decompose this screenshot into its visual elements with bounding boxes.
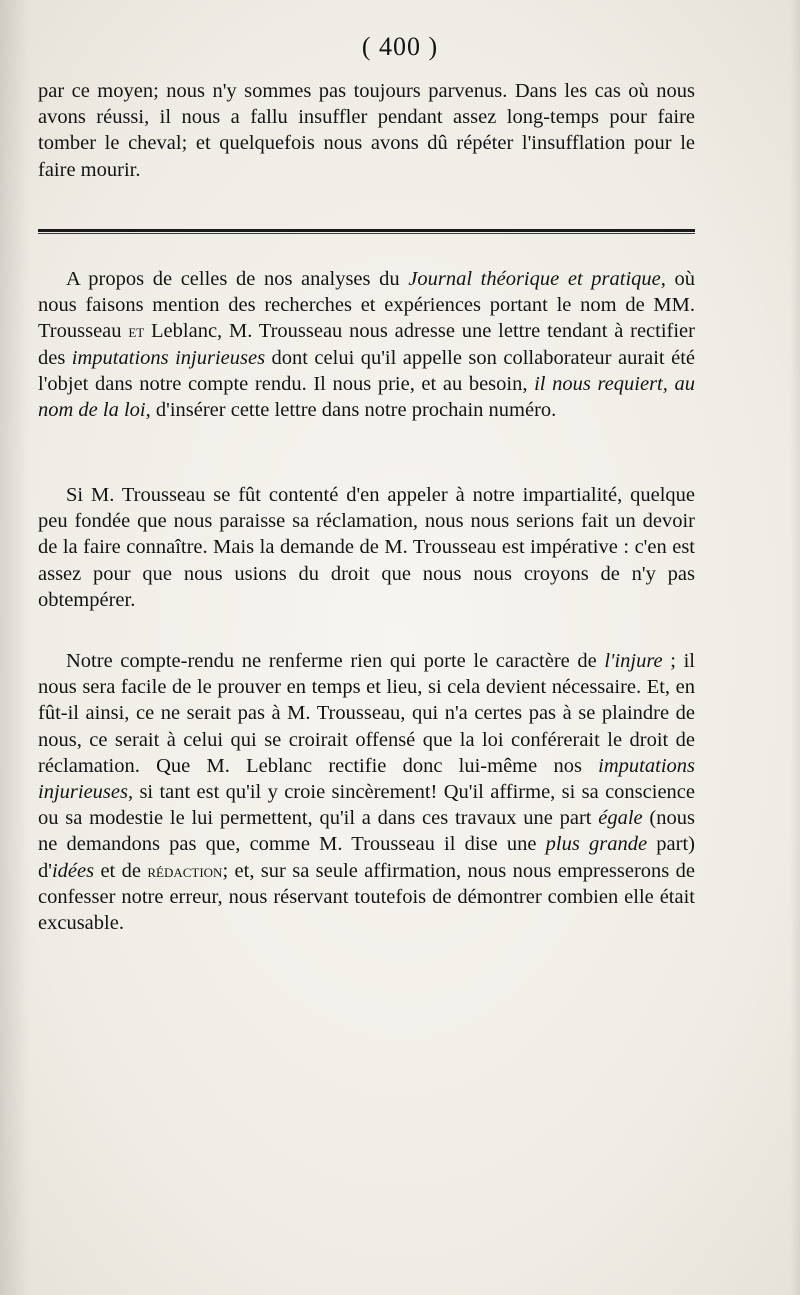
redaction-word: rédaction <box>147 860 223 881</box>
section-divider-thin <box>38 233 695 234</box>
injure-word: l'injure <box>604 650 663 672</box>
journal-title: Journal théorique et pratique <box>408 268 661 290</box>
conjunction-et: et <box>128 321 145 342</box>
requiert-phrase: il nous requiert, au nom de la loi, <box>38 372 695 422</box>
paragraph-3-text-g: ; et, sur sa seule affirmation, nous nous empresserons de confesser notre erreur, nous réservant toutefois de démontrer combien elle était excusable. <box>38 859 695 935</box>
paragraph-1-text-d: dont celui qu'il appelle son collaborateur aurait été l'objet dans notre compte rendu. Il nous prie, et au besoin, <box>38 346 695 395</box>
paragraph-1-text-b: , où nous faisons mention des recherches et expériences portant le nom de MM. Trousseau <box>38 268 695 343</box>
paragraph-1-text-a: A propos de celles de nos analyses du <box>66 268 409 290</box>
paragraph-3-text-c: , si tant est qu'il y croie sincèrement! Qu'il affirme, si sa conscience ou sa modestie le lui permettent, qu'il a dans ces travaux une part <box>38 781 695 830</box>
paragraph-1 <box>38 266 695 423</box>
idees-word: idées <box>51 859 95 882</box>
edge-shadow <box>790 0 800 1295</box>
egale-word: égale <box>598 807 643 830</box>
paragraph-2: Si M. Trousseau se fût contenté d'en appeler à notre impartialité, quelque peu fondée que nous paraisse sa réclamation, nous nous serions fait un devoir de la faire connaître. Mais la demande de M. Trousseau est impérative : c'en est assez pour que nous usions du droit que nous nous croyons de n'y pas obtempérer. <box>38 484 695 611</box>
imputations-phrase: imputations injurieuses <box>71 346 266 369</box>
paragraph-3-text-d: (nous ne demandons pas que, comme M. Trousseau il dise une <box>38 807 695 856</box>
section-divider <box>38 229 695 232</box>
paragraph-3-text-b: ; il nous sera facile de le prouver en temps et lieu, si cela devient nécessaire. Et, en fût-il ainsi, ce ne serait pas à M. Trousseau, qui n'a certes pas à se plaindre de nous, ce serait à celui qui se croirait offensé que la loi conférerait le droit de réclamation. Que M. Leblanc rectifie donc lui-même nos <box>38 650 695 777</box>
paragraph-3-text-f: et de <box>94 859 148 882</box>
page-number: ( 400 ) <box>361 32 439 61</box>
imputations-phrase-2: imputations injurieuses <box>38 754 695 804</box>
paragraph-3 <box>38 648 695 936</box>
spine-shadow <box>0 0 30 1295</box>
plus-grande-phrase: plus grande <box>545 833 648 856</box>
top-paragraph: par ce moyen; nous n'y sommes pas toujours parvenus. Dans les cas où nous avons réussi, il nous a fallu insuffler pendant assez long-temps pour faire tomber le cheval; et quelquefois nous avons dû répéter l'insufflation pour le faire mourir. <box>38 80 695 181</box>
paragraph-1-text-c: Leblanc, M. Trousseau nous adresse une lettre tendant à rectifier des <box>38 320 695 369</box>
paragraph-3-text-a: Notre compte-rendu ne renferme rien qui porte le caractère de <box>66 650 605 672</box>
paragraph-1-text-e: d'insérer cette lettre dans notre prochain numéro. <box>150 399 557 422</box>
paragraph-3-text-e: part) d' <box>38 833 696 882</box>
